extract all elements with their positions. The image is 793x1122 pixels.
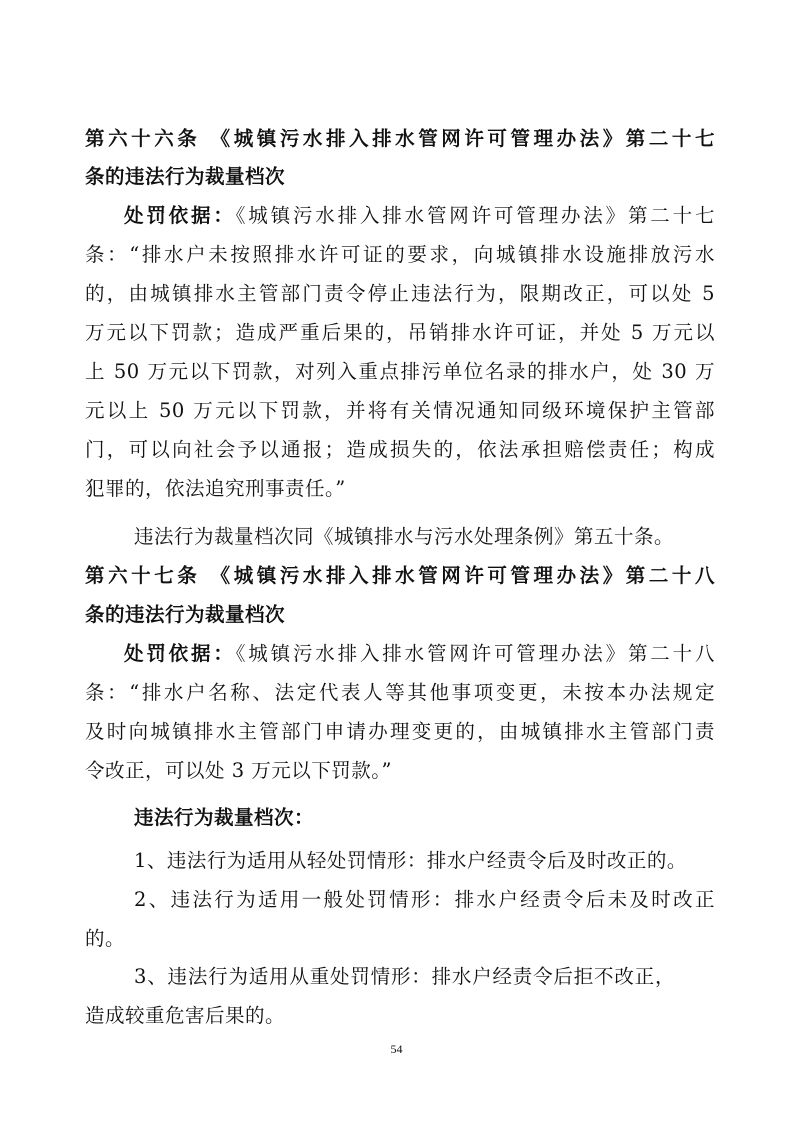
article-66-basis-line: 犯罪的，依法追究刑事责任。” [85,477,346,500]
article-66-title-line-2: 条的违法行为裁量档次 [85,165,286,188]
level-2-line-2: 的。 [85,927,126,950]
basis-text: 《城镇污水排入排水管网许可管理办法》第二十七 [235,204,715,227]
page-number: 54 [390,1042,403,1056]
article-66-basis-line: 上 50 万元以下罚款，对列入重点排污单位名录的排水户，处 30 万 [85,360,715,383]
article-66-basis-line: 条：“排水户未按照排水许可证的要求，向城镇排水设施排放污水 [85,243,715,266]
article-66-basis-line: 元以上 50 万元以下罚款，并将有关情况通知同级环境保护主管部 [85,399,715,422]
article-66-reference: 违法行为裁量档次同《城镇排水与污水处理条例》第五十条。 [134,525,675,548]
article-66-basis-line: 的，由城镇排水主管部门责令停止违法行为，限期改正，可以处 5 [85,282,715,305]
basis-text: 《城镇污水排入排水管网许可管理办法》第二十八 [235,642,715,665]
level-1: 1、违法行为适用从轻处罚情形：排水户经责令后及时改正的。 [134,849,687,872]
article-67-basis-line: 条：“排水户名称、法定代表人等其他事项变更，未按本办法规定 [85,681,715,704]
article-66-title-line-1: 第六十六条 《城镇污水排入排水管网许可管理办法》第二十七 [85,127,715,150]
level-3-line-2: 造成较重危害后果的。 [85,1004,286,1027]
level-3-line-1: 3、违法行为适用从重处罚情形：排水户经责令后拒不改正， [134,965,675,988]
basis-label: 处罚依据： [124,204,236,227]
article-67-title-line-2: 条的违法行为裁量档次 [85,603,286,626]
article-66-basis-line: 万元以下罚款；造成严重后果的，吊销排水许可证，并处 5 万元以 [85,321,715,344]
levels-heading: 违法行为裁量档次： [134,806,315,829]
level-2-line-1: 2、违法行为适用一般处罚情形：排水户经责令后未及时改正 [134,888,715,911]
article-67-title-line-1: 第六十七条 《城镇污水排入排水管网许可管理办法》第二十八 [85,564,715,587]
article-66-basis-line: 门，可以向社会予以通报；造成损失的，依法承担赔偿责任；构成 [85,438,715,461]
article-67-basis-line: 及时向城镇排水主管部门申请办理变更的，由城镇排水主管部门责 [85,720,715,743]
article-66-basis-line-1 [124,203,715,229]
basis-label: 处罚依据： [124,642,236,665]
article-67-basis-line-1 [124,641,715,667]
article-67-basis-line: 令改正，可以处 3 万元以下罚款。” [85,759,393,782]
